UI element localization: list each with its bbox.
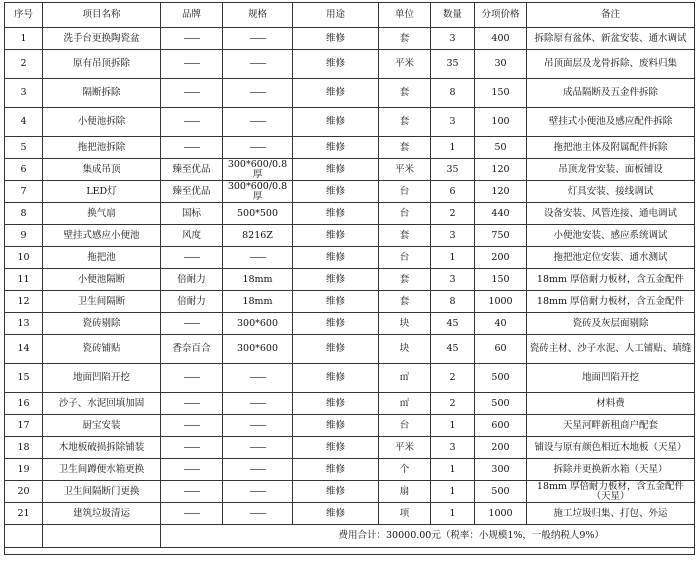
spec-cell: —— xyxy=(223,79,293,108)
table-row xyxy=(5,108,695,137)
unit-cell: 套 xyxy=(379,108,431,137)
total-row xyxy=(5,525,695,548)
price-cell: 1000 xyxy=(475,291,527,313)
brand-cell: 香奈百合 xyxy=(161,335,223,364)
note-cell: 拆除原有盆体、新盆安装、通水调试 xyxy=(527,28,695,50)
usage-cell: 维修 xyxy=(293,437,379,459)
row-no-cell: 10 xyxy=(5,247,43,269)
usage-cell: 维修 xyxy=(293,225,379,247)
unit-cell: 套 xyxy=(379,269,431,291)
header-use: 用途 xyxy=(293,3,379,28)
brand-cell: —— xyxy=(161,79,223,108)
brand-cell: 倍耐力 xyxy=(161,269,223,291)
price-cell: 500 xyxy=(475,364,527,393)
item-name-cell: 沙子、水泥回填加固 xyxy=(43,393,161,415)
usage-cell: 维修 xyxy=(293,159,379,181)
usage-cell: 维修 xyxy=(293,137,379,159)
usage-cell: 维修 xyxy=(293,335,379,364)
spec-cell: —— xyxy=(223,437,293,459)
item-name-cell: LED灯 xyxy=(43,181,161,203)
price-cell: 150 xyxy=(475,269,527,291)
header-brand: 品牌 xyxy=(161,3,223,28)
unit-cell: ㎡ xyxy=(379,364,431,393)
quotation-sheet xyxy=(4,2,694,555)
spec-cell: 300*600 xyxy=(223,335,293,364)
note-cell: 吊顶面层及龙骨拆除、废料归集 xyxy=(527,50,695,79)
usage-cell: 维修 xyxy=(293,481,379,503)
usage-cell: 维修 xyxy=(293,247,379,269)
usage-cell: 维修 xyxy=(293,503,379,525)
usage-cell: 维修 xyxy=(293,313,379,335)
quantity-cell: 3 xyxy=(431,269,475,291)
item-name-cell: 换气扇 xyxy=(43,203,161,225)
row-no-cell: 16 xyxy=(5,393,43,415)
note-cell: 施工垃圾归集、打包、外运 xyxy=(527,503,695,525)
price-cell: 200 xyxy=(475,247,527,269)
quantity-cell: 8 xyxy=(431,79,475,108)
note-cell: 铺设与原有颜色相近木地板（天星） xyxy=(527,437,695,459)
table-row xyxy=(5,291,695,313)
brand-cell: —— xyxy=(161,459,223,481)
unit-cell: 台 xyxy=(379,247,431,269)
row-no-cell: 6 xyxy=(5,159,43,181)
price-cell: 40 xyxy=(475,313,527,335)
header-qty: 数量 xyxy=(431,3,475,28)
spec-cell: —— xyxy=(223,108,293,137)
table-row xyxy=(5,137,695,159)
brand-cell: 倍耐力 xyxy=(161,291,223,313)
note-cell: 成品隔断及五金件拆除 xyxy=(527,79,695,108)
brand-cell: 风度 xyxy=(161,225,223,247)
usage-cell: 维修 xyxy=(293,181,379,203)
usage-cell: 维修 xyxy=(293,291,379,313)
note-cell: 天星河畔新租商户配套 xyxy=(527,415,695,437)
table-row xyxy=(5,159,695,181)
brand-cell: —— xyxy=(161,437,223,459)
usage-cell: 维修 xyxy=(293,50,379,79)
header-row xyxy=(5,3,695,28)
item-name-cell: 瓷砖剔除 xyxy=(43,313,161,335)
unit-cell: 台 xyxy=(379,181,431,203)
unit-cell: 项 xyxy=(379,503,431,525)
table-row xyxy=(5,269,695,291)
item-name-cell: 原有吊顶拆除 xyxy=(43,50,161,79)
row-no-cell: 14 xyxy=(5,335,43,364)
row-no-cell: 4 xyxy=(5,108,43,137)
table-row xyxy=(5,79,695,108)
spec-cell: —— xyxy=(223,247,293,269)
row-no-cell: 12 xyxy=(5,291,43,313)
note-cell: 18mm 厚倍耐力板材，含五金配件（天星） xyxy=(527,481,695,503)
brand-cell: 臻至优品 xyxy=(161,159,223,181)
note-cell: 吊顶龙骨安装、面板铺设 xyxy=(527,159,695,181)
header-name: 项目名称 xyxy=(43,3,161,28)
header-price: 分项价格 xyxy=(475,3,527,28)
table-row xyxy=(5,364,695,393)
item-name-cell: 洗手台更换陶瓷盆 xyxy=(43,28,161,50)
usage-cell: 维修 xyxy=(293,28,379,50)
item-name-cell: 小便池隔断 xyxy=(43,269,161,291)
quantity-cell: 35 xyxy=(431,50,475,79)
quantity-cell: 3 xyxy=(431,28,475,50)
tail-cell xyxy=(5,548,695,555)
item-name-cell: 集成吊顶 xyxy=(43,159,161,181)
brand-cell: —— xyxy=(161,481,223,503)
spec-cell: —— xyxy=(223,503,293,525)
table-row xyxy=(5,437,695,459)
note-cell: 拆除并更换新水箱（天星） xyxy=(527,459,695,481)
spec-cell: 300*600/0.8厚 xyxy=(223,181,293,203)
table-row xyxy=(5,481,695,503)
spec-cell: —— xyxy=(223,50,293,79)
note-cell: 材料费 xyxy=(527,393,695,415)
header-note: 备注 xyxy=(527,3,695,28)
table-row xyxy=(5,503,695,525)
price-cell: 120 xyxy=(475,159,527,181)
brand-cell: —— xyxy=(161,415,223,437)
total-blank-cell xyxy=(5,525,43,548)
unit-cell: 套 xyxy=(379,291,431,313)
total-amount: 费用合计：30000.00元（税率：小规模1%，一般纳税人9%） xyxy=(161,525,695,548)
price-cell: 400 xyxy=(475,28,527,50)
unit-cell: 台 xyxy=(379,415,431,437)
tail-row xyxy=(5,548,695,555)
quantity-cell: 3 xyxy=(431,108,475,137)
table-row xyxy=(5,415,695,437)
unit-cell: 台 xyxy=(379,203,431,225)
note-cell: 18mm 厚倍耐力板材，含五金配件 xyxy=(527,291,695,313)
quantity-cell: 1 xyxy=(431,415,475,437)
usage-cell: 维修 xyxy=(293,415,379,437)
brand-cell: —— xyxy=(161,364,223,393)
item-name-cell: 厨宝安装 xyxy=(43,415,161,437)
item-name-cell: 小便池拆除 xyxy=(43,108,161,137)
spec-cell: 500*500 xyxy=(223,203,293,225)
quantity-cell: 1 xyxy=(431,481,475,503)
item-name-cell: 卫生间隔断门更换 xyxy=(43,481,161,503)
price-cell: 50 xyxy=(475,137,527,159)
row-no-cell: 18 xyxy=(5,437,43,459)
spec-cell: —— xyxy=(223,481,293,503)
unit-cell: 个 xyxy=(379,459,431,481)
price-cell: 440 xyxy=(475,203,527,225)
price-cell: 200 xyxy=(475,437,527,459)
note-cell: 设备安装、风管连接、通电调试 xyxy=(527,203,695,225)
quantity-cell: 8 xyxy=(431,291,475,313)
quantity-cell: 1 xyxy=(431,459,475,481)
usage-cell: 维修 xyxy=(293,203,379,225)
usage-cell: 维修 xyxy=(293,393,379,415)
table-row xyxy=(5,459,695,481)
row-no-cell: 15 xyxy=(5,364,43,393)
price-cell: 1000 xyxy=(475,503,527,525)
row-no-cell: 20 xyxy=(5,481,43,503)
quantity-cell: 1 xyxy=(431,503,475,525)
brand-cell: —— xyxy=(161,313,223,335)
row-no-cell: 2 xyxy=(5,50,43,79)
price-cell: 100 xyxy=(475,108,527,137)
spec-cell: —— xyxy=(223,415,293,437)
item-name-cell: 地面凹陷开挖 xyxy=(43,364,161,393)
note-cell: 壁挂式小便池及感应配件拆除 xyxy=(527,108,695,137)
quantity-cell: 6 xyxy=(431,181,475,203)
item-name-cell: 建筑垃圾清运 xyxy=(43,503,161,525)
row-no-cell: 8 xyxy=(5,203,43,225)
price-cell: 30 xyxy=(475,50,527,79)
price-cell: 60 xyxy=(475,335,527,364)
usage-cell: 维修 xyxy=(293,269,379,291)
spec-cell: —— xyxy=(223,137,293,159)
brand-cell: —— xyxy=(161,503,223,525)
row-no-cell: 17 xyxy=(5,415,43,437)
price-cell: 500 xyxy=(475,393,527,415)
quantity-cell: 45 xyxy=(431,313,475,335)
note-cell: 小便池安装、感应系统调试 xyxy=(527,225,695,247)
note-cell: 18mm 厚倍耐力板材，含五金配件 xyxy=(527,269,695,291)
price-cell: 120 xyxy=(475,181,527,203)
table-row xyxy=(5,335,695,364)
quantity-cell: 3 xyxy=(431,225,475,247)
spec-cell: 300*600 xyxy=(223,313,293,335)
row-no-cell: 19 xyxy=(5,459,43,481)
item-name-cell: 木地板破损拆除铺装 xyxy=(43,437,161,459)
brand-cell: —— xyxy=(161,50,223,79)
quotation-table xyxy=(4,2,695,555)
price-cell: 150 xyxy=(475,79,527,108)
item-name-cell: 瓷砖铺贴 xyxy=(43,335,161,364)
table-row xyxy=(5,181,695,203)
brand-cell: 国标 xyxy=(161,203,223,225)
brand-cell: —— xyxy=(161,137,223,159)
unit-cell: 扇 xyxy=(379,481,431,503)
spec-cell: —— xyxy=(223,459,293,481)
unit-cell: 块 xyxy=(379,313,431,335)
row-no-cell: 7 xyxy=(5,181,43,203)
quantity-cell: 35 xyxy=(431,159,475,181)
table-body xyxy=(5,28,695,525)
brand-cell: 臻至优品 xyxy=(161,181,223,203)
spec-cell: 300*600/0.8厚 xyxy=(223,159,293,181)
brand-cell: —— xyxy=(161,108,223,137)
unit-cell: 套 xyxy=(379,28,431,50)
row-no-cell: 13 xyxy=(5,313,43,335)
usage-cell: 维修 xyxy=(293,108,379,137)
header-no: 序号 xyxy=(5,3,43,28)
header-unit: 单位 xyxy=(379,3,431,28)
table-row xyxy=(5,313,695,335)
row-no-cell: 1 xyxy=(5,28,43,50)
usage-cell: 维修 xyxy=(293,79,379,108)
spec-cell: 18mm xyxy=(223,291,293,313)
row-no-cell: 9 xyxy=(5,225,43,247)
table-row xyxy=(5,203,695,225)
unit-cell: 套 xyxy=(379,79,431,108)
table-row xyxy=(5,50,695,79)
price-cell: 750 xyxy=(475,225,527,247)
quantity-cell: 2 xyxy=(431,393,475,415)
unit-cell: ㎡ xyxy=(379,393,431,415)
price-cell: 500 xyxy=(475,481,527,503)
price-cell: 300 xyxy=(475,459,527,481)
note-cell: 瓷砖主材、沙子水泥、人工铺贴、填缝 xyxy=(527,335,695,364)
row-no-cell: 5 xyxy=(5,137,43,159)
item-name-cell: 隔断拆除 xyxy=(43,79,161,108)
quantity-cell: 1 xyxy=(431,247,475,269)
table-row xyxy=(5,247,695,269)
item-name-cell: 卫生间隔断 xyxy=(43,291,161,313)
unit-cell: 平米 xyxy=(379,159,431,181)
quantity-cell: 1 xyxy=(431,137,475,159)
table-row xyxy=(5,225,695,247)
row-no-cell: 11 xyxy=(5,269,43,291)
spec-cell: —— xyxy=(223,364,293,393)
quantity-cell: 45 xyxy=(431,335,475,364)
row-no-cell: 21 xyxy=(5,503,43,525)
note-cell: 拖把池主体及附属配件拆除 xyxy=(527,137,695,159)
brand-cell: —— xyxy=(161,247,223,269)
header-spec: 规格 xyxy=(223,3,293,28)
price-cell: 600 xyxy=(475,415,527,437)
note-cell: 地面凹陷开挖 xyxy=(527,364,695,393)
item-name-cell: 拖把池 xyxy=(43,247,161,269)
usage-cell: 维修 xyxy=(293,364,379,393)
unit-cell: 平米 xyxy=(379,437,431,459)
item-name-cell: 卫生间蹲便水箱更换 xyxy=(43,459,161,481)
item-name-cell: 拖把池拆除 xyxy=(43,137,161,159)
table-row xyxy=(5,28,695,50)
spec-cell: —— xyxy=(223,28,293,50)
spec-cell: 8216Z xyxy=(223,225,293,247)
quantity-cell: 3 xyxy=(431,437,475,459)
quantity-cell: 2 xyxy=(431,364,475,393)
brand-cell: —— xyxy=(161,393,223,415)
note-cell: 瓷砖及灰层面剔除 xyxy=(527,313,695,335)
note-cell: 拖把池定位安装、通水测试 xyxy=(527,247,695,269)
brand-cell: —— xyxy=(161,28,223,50)
usage-cell: 维修 xyxy=(293,459,379,481)
note-cell: 灯具安装、接线调试 xyxy=(527,181,695,203)
spec-cell: 18mm xyxy=(223,269,293,291)
total-blank-cell xyxy=(43,525,161,548)
spec-cell: —— xyxy=(223,393,293,415)
unit-cell: 套 xyxy=(379,137,431,159)
row-no-cell: 3 xyxy=(5,79,43,108)
item-name-cell: 壁挂式感应小便池 xyxy=(43,225,161,247)
quantity-cell: 2 xyxy=(431,203,475,225)
unit-cell: 平米 xyxy=(379,50,431,79)
table-row xyxy=(5,393,695,415)
unit-cell: 套 xyxy=(379,225,431,247)
unit-cell: 块 xyxy=(379,335,431,364)
